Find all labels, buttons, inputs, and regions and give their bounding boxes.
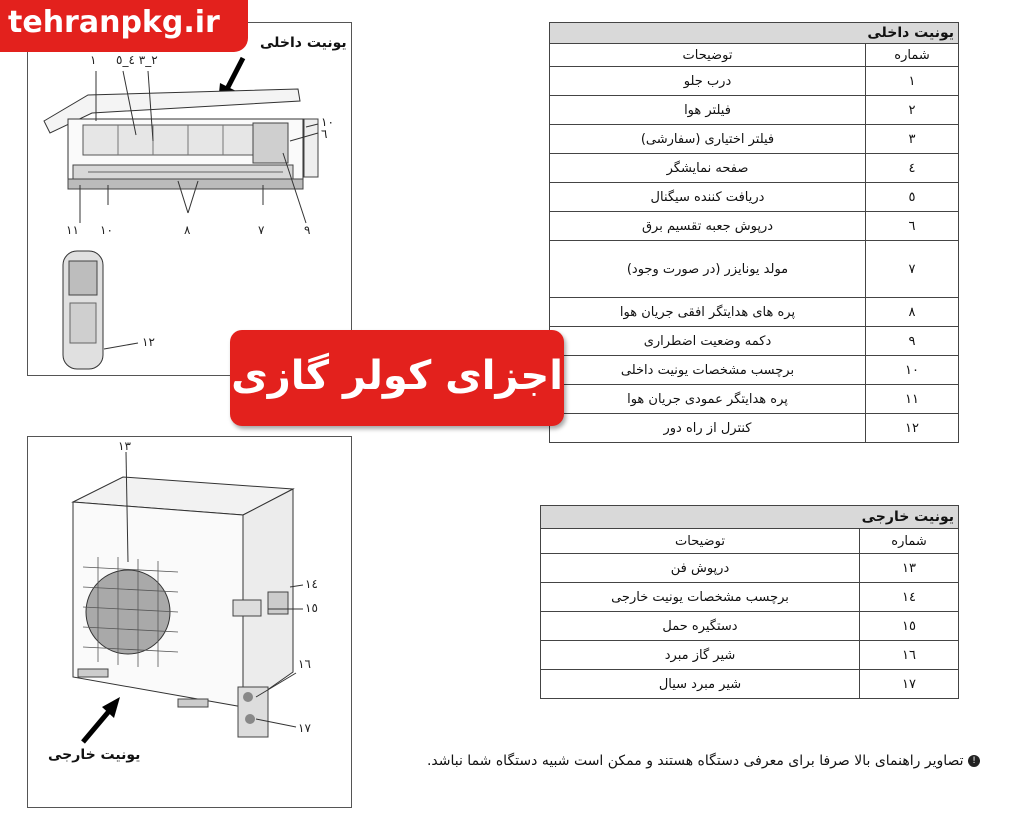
row-num: ٥ [866,183,959,212]
callout-14: ۱٤ [305,577,318,591]
outdoor-col-num: شماره [860,529,959,554]
row-num: ۷ [866,241,959,298]
outdoor-col-desc: توضیحات [541,529,860,554]
row-num: ۱٤ [860,583,959,612]
row-num: ۸ [866,298,959,327]
outdoor-diagram [27,436,352,808]
callout-1: ۱ [90,53,97,67]
callout-6: ٦ [321,127,328,141]
row-num: ۱۷ [860,670,959,699]
info-icon: ! [968,755,980,767]
indoor-col-num: شماره [866,44,959,67]
row-num: ۱ [866,67,959,96]
row-desc: پره هدایتگر عمودی جریان هوا [550,385,866,414]
indoor-diagram [27,22,352,376]
row-desc: مولد یونایزر (در صورت وجود) [550,241,866,298]
callout-13: ۱۳ [118,439,131,453]
row-num: ۱٦ [860,641,959,670]
table-row [541,583,959,612]
table-row [550,183,959,212]
row-num: ۲ [866,96,959,125]
row-desc: دستگیره حمل [541,612,860,641]
callout-10-top: ۱۰ [321,115,334,129]
outdoor-unit-label: یونیت خارجی [48,747,141,763]
outdoor-parts-table [540,505,959,699]
table-row [550,67,959,96]
table-row [541,612,959,641]
callout-8: ۸ [184,223,191,237]
row-num: ۱۳ [860,554,959,583]
row-desc: دریافت کننده سیگنال [550,183,866,212]
row-num: ۱۲ [866,414,959,443]
table-row [550,96,959,125]
outdoor-table-title: یونیت خارجی [541,506,959,529]
table-row [550,154,959,183]
row-desc: شیر مبرد سیال [541,670,860,699]
row-num: ۱۱ [866,385,959,414]
table-row [550,327,959,356]
table-row [550,298,959,327]
table-row [541,554,959,583]
row-desc: دکمه وضعیت اضطراری [550,327,866,356]
page-title-banner: اجزای کولر گازی [230,330,564,426]
callout-15: ۱٥ [305,601,318,615]
row-desc: کنترل از راه دور [550,414,866,443]
row-num: ٤ [866,154,959,183]
disclaimer-note [380,748,980,774]
indoor-unit-illustration [28,23,351,375]
callout-11: ۱۱ [66,223,79,237]
row-num: ۳ [866,125,959,154]
row-desc: درپوش جعبه تقسیم برق [550,212,866,241]
row-desc: برچسب مشخصات یونیت خارجی [541,583,860,612]
callout-12: ۱۲ [142,335,155,349]
row-desc: شیر گاز مبرد [541,641,860,670]
table-row [550,414,959,443]
table-row [550,241,959,298]
row-desc: درب جلو [550,67,866,96]
row-desc: فیلتر هوا [550,96,866,125]
row-desc: فیلتر اختیاری (سفارشی) [550,125,866,154]
callout-10-bottom: ۱۰ [100,223,113,237]
callout-17: ۱۷ [298,721,311,735]
table-row [550,212,959,241]
disclaimer-text: تصاویر راهنمای بالا صرفا برای معرفی دستگاه هستند و ممکن است شبیه دستگاه شما نباشد. [426,753,964,769]
table-row [541,641,959,670]
callout-9: ۹ [304,223,311,237]
callout-2-3-4-5: ۲_۳ ٤_٥ [116,53,158,67]
indoor-unit-label: یونیت داخلی [260,35,347,51]
table-row [550,385,959,414]
table-row [550,125,959,154]
brand-watermark: tehranpkg.ir [0,0,248,52]
row-num: ٦ [866,212,959,241]
row-desc: برچسب مشخصات یونیت داخلی [550,356,866,385]
indoor-col-desc: توضیحات [550,44,866,67]
table-row [550,356,959,385]
indoor-table-title: یونیت داخلی [550,23,959,44]
row-num: ۱٥ [860,612,959,641]
table-row [541,670,959,699]
row-desc: درپوش فن [541,554,860,583]
callout-16: ۱٦ [298,657,311,671]
row-desc: صفحه نمایشگر [550,154,866,183]
callout-7: ۷ [258,223,265,237]
indoor-parts-table [549,22,959,443]
row-num: ۱۰ [866,356,959,385]
row-desc: پره های هدایتگر افقی جریان هوا [550,298,866,327]
row-num: ۹ [866,327,959,356]
